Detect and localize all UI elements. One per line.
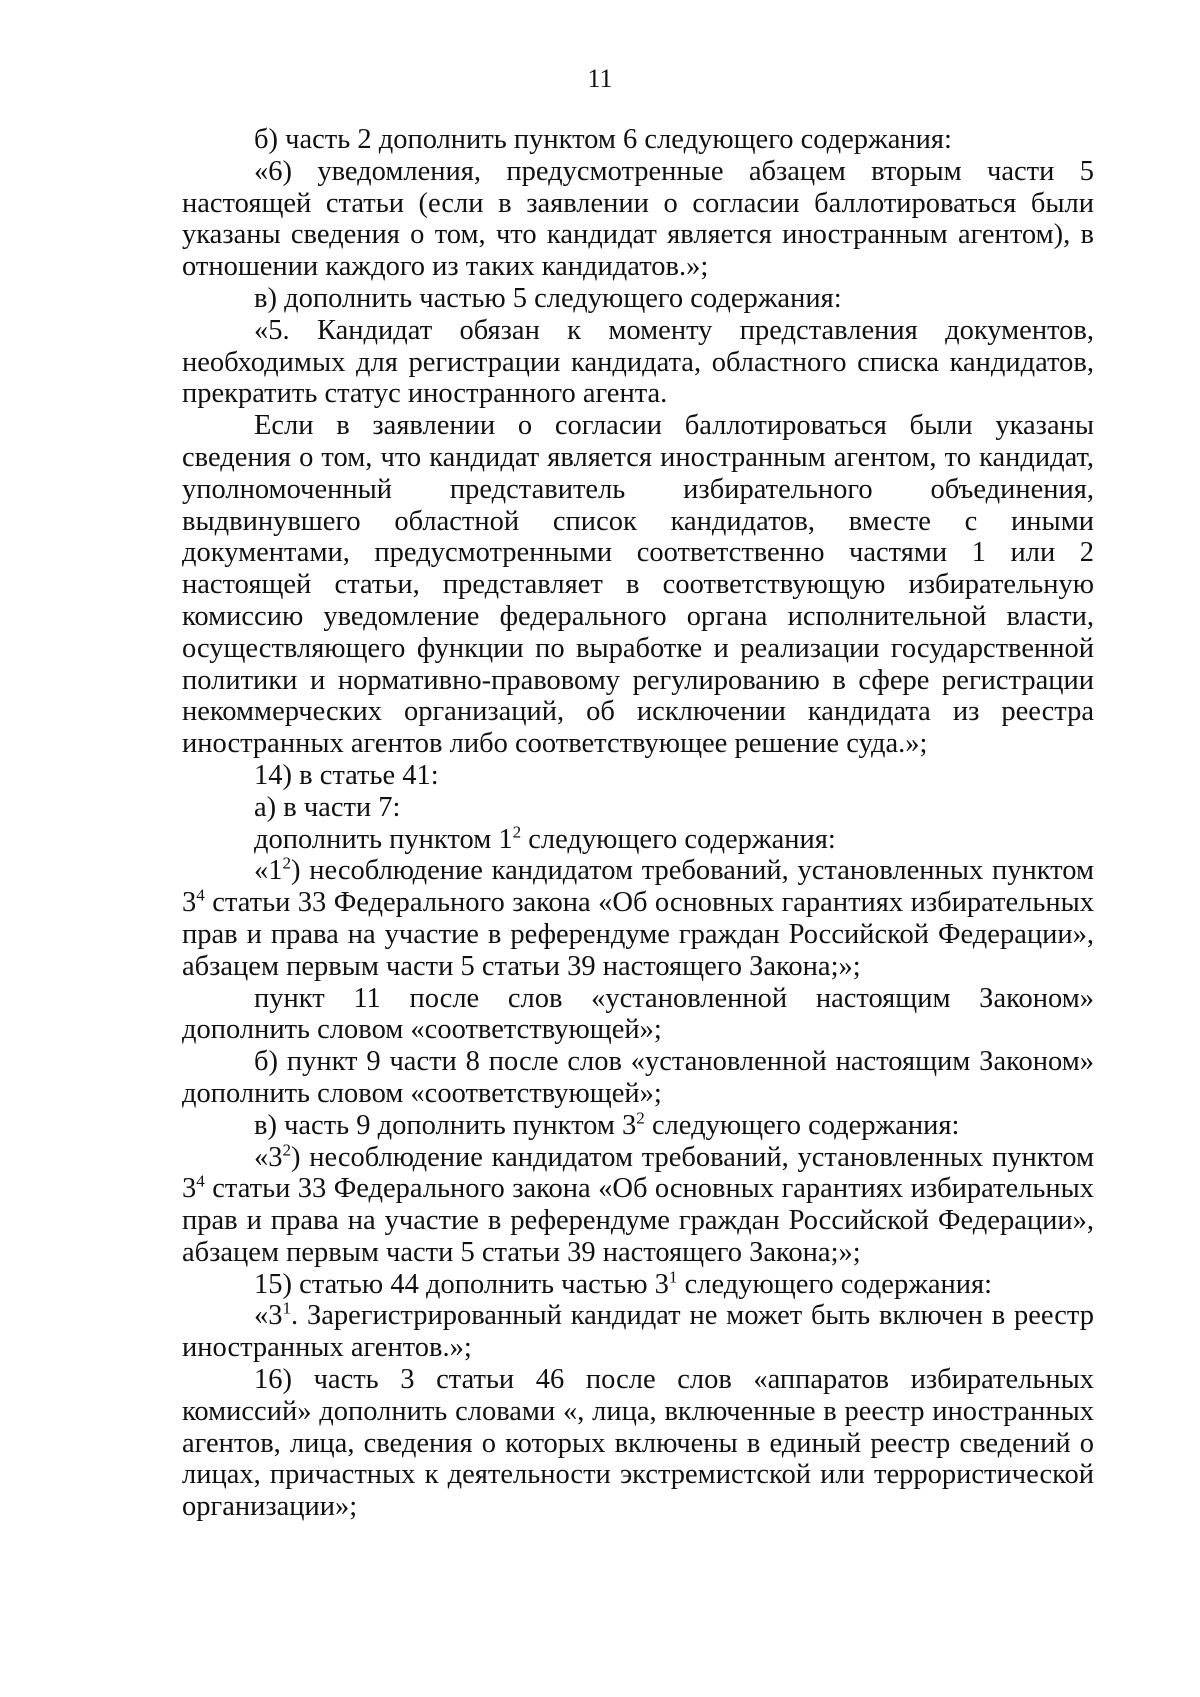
- text: 15) статью 44 дополнить частью 3: [254, 1268, 669, 1300]
- superscript: 2: [282, 1140, 292, 1159]
- paragraph: 14) в статье 41:: [254, 759, 439, 791]
- paragraph: «5. Кандидат обязан к моменту представления документов, необходимых для регистрации кандидата, областного списка кандидатов, прекратить статус иностранного агента.: [182, 314, 1094, 410]
- document-body: [182, 124, 1094, 1523]
- paragraph: Если в заявлении о согласии баллотироваться были указаны сведения о том, что кандидат является иностранным агентом, то кандидат, уполномоченный представитель избирательного объединения, выдвинувшего областной список кандидатов, вместе с иными документами, предусмотренными соответственно частями 1 или 2 настоящей статьи, представляет в соответствующую избирательную комиссию уведомление федерального органа исполнительной власти, осуществляющего функции по выработке и реализации государственной политики и нормативно-правовому регулированию в сфере регистрации некоммерческих организаций, об исключении кандидата из реестра иностранных агентов либо соответствующее решение суда.»;: [182, 410, 1094, 760]
- paragraph-article-44: [182, 1269, 1094, 1301]
- superscript: 1: [282, 1298, 292, 1318]
- paragraph: б) пункт 9 части 8 после слов «установленной настоящим Законом» дополнить словом «соответствующей»;: [182, 1046, 1094, 1109]
- text: следующего содержания:: [644, 1109, 960, 1141]
- superscript: 4: [196, 885, 205, 905]
- text: . Зарегистрированный кандидат не может быть включен в реестр иностранных агентов.»;: [182, 1300, 1094, 1364]
- paragraph-item-1-2: [182, 855, 1094, 982]
- text: «1: [254, 855, 283, 887]
- text: следующего содержания:: [521, 823, 836, 855]
- page-number: 11: [587, 64, 613, 93]
- paragraph-article-46: 16) часть 3 статьи 46 после слов «аппаратов избирательных комиссий» дополнить словами «, лица, включенные в реестр иностранных агентов, лица, сведения о которых включены в единый реестр сведений о лицах, причастных к деятельности экстремистской или террористической организации»;: [182, 1364, 1094, 1523]
- paragraph-supplement-1-2: [182, 824, 1094, 856]
- text: статьи 33 Федерального закона «Об основных гарантиях избирательных прав и права на участие в референдуме граждан Российской Федерации», абзацем первым части 5 статьи 39 настоящего Закона;»;: [182, 887, 1094, 982]
- superscript: 2: [636, 1108, 645, 1128]
- text: статьи 33 Федерального закона «Об основных гарантиях избирательных прав и права на участие в референдуме граждан Российской Федерации», абзацем первым части 5 статьи 39 настоящего Закона;»;: [182, 1173, 1094, 1268]
- paragraph-item-3-2: [182, 1142, 1094, 1269]
- text: ) несоблюдение кандидатом требований, установленных пунктом 3: [182, 1141, 1094, 1205]
- superscript: 4: [196, 1171, 205, 1191]
- text: следующего содержания:: [677, 1268, 993, 1300]
- superscript: 1: [668, 1267, 678, 1287]
- text: дополнить пунктом 1: [254, 823, 513, 855]
- paragraph: в) дополнить частью 5 следующего содержания:: [254, 282, 842, 314]
- paragraph-item-3-1: [182, 1300, 1094, 1364]
- text: в) часть 9 дополнить пунктом 3: [254, 1109, 637, 1141]
- text: «3: [254, 1141, 283, 1173]
- superscript: 2: [512, 822, 522, 842]
- text: «3: [254, 1300, 283, 1332]
- paragraph: б) часть 2 дополнить пунктом 6 следующего содержания:: [254, 124, 952, 155]
- paragraph-supplement-3-2: [182, 1110, 1094, 1142]
- superscript: 2: [282, 853, 292, 873]
- paragraph: пункт 11 после слов «установленной настоящим Законом» дополнить словом «соответствующей»;: [182, 982, 1094, 1046]
- paragraph: а) в части 7:: [254, 791, 401, 823]
- paragraph: «6) уведомления, предусмотренные абзацем вторым части 5 настоящей статьи (если в заявлении о согласии баллотироваться были указаны сведения о том, что кандидат является иностранным агентом), в отношении каждого из таких кандидатов.»;: [182, 155, 1094, 283]
- text: ) несоблюдение кандидатом требований, установленных пунктом 3: [182, 855, 1094, 919]
